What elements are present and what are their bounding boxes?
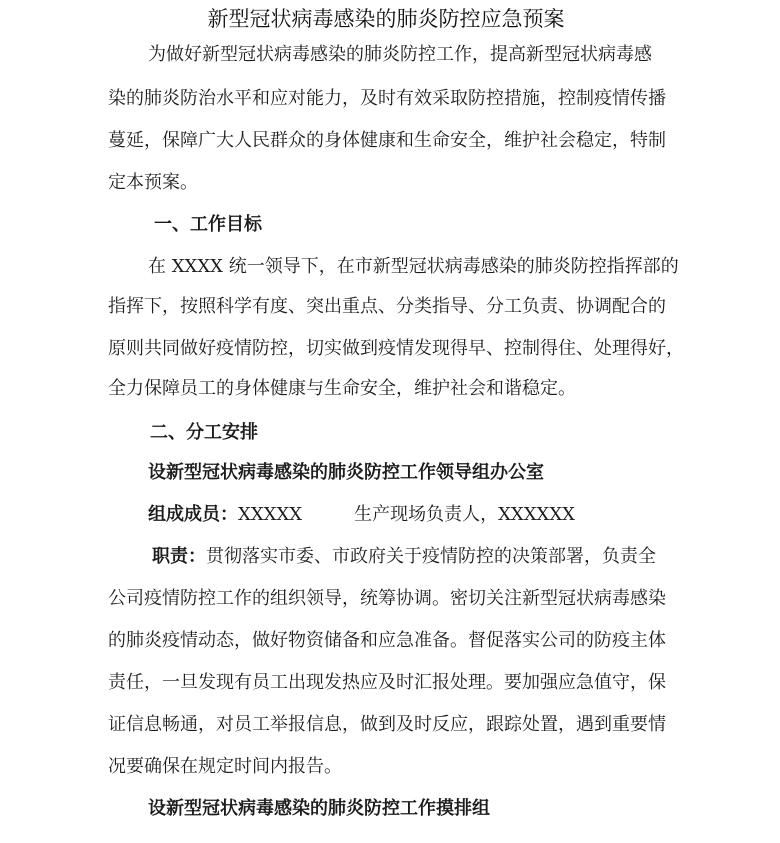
intro-line-4: 定本预案。: [108, 172, 198, 193]
members-line: [148, 502, 575, 528]
section2-heading: 二、分工安排: [150, 422, 258, 443]
office-heading: 设新型冠状病毒感染的肺炎防控工作领导组办公室: [148, 462, 544, 483]
duty-line-5: 证信息畅通，对员工举报信息，做到及时反应，跟踪处置，遇到重要情: [108, 714, 666, 735]
members-value-2: 生产现场负责人，XXXXXX: [354, 504, 575, 525]
section1-line-4: 全力保障员工的身体健康与生命安全，维护社会和谐稳定。: [108, 378, 576, 399]
duty-line-2: 公司疫情防控工作的组织领导，统筹协调。密切关注新型冠状病毒感染: [108, 588, 666, 609]
intro-line-1: 为做好新型冠状病毒感染的肺炎防控工作，提高新型冠状病毒感: [148, 44, 652, 65]
duty-line-3: 的肺炎疫情动态，做好物资储备和应急准备。督促落实公司的防疫主体: [108, 630, 666, 651]
duty-line-1: [152, 544, 656, 570]
intro-line-3: 蔓延，保障广大人民群众的身体健康和生命安全，维护社会稳定，特制: [108, 130, 666, 151]
document-title: 新型冠状病毒感染的肺炎防控应急预案: [207, 7, 565, 31]
section1-line-3: 原则共同做好疫情防控，切实做到疫情发现得早、控制得住、处理得好，: [108, 338, 684, 359]
section1-line-1: 在 XXXX 统一领导下，在市新型冠状病毒感染的肺炎防控指挥部的: [148, 256, 679, 277]
section1-line-2: 指挥下，按照科学有度、突出重点、分类指导、分工负责、协调配合的: [108, 296, 666, 317]
members-label: 组成成员：: [148, 504, 238, 525]
duty-line-6: 况要确保在规定时间内报告。: [108, 756, 342, 777]
duty-label: 职责：: [152, 546, 206, 567]
duty-first-text: 贯彻落实市委、市政府关于疫情防控的决策部署，负责全: [206, 546, 656, 567]
section1-heading: 一、工作目标: [154, 214, 262, 235]
duty-line-4: 责任，一旦发现有员工出现发热应及时汇报处理。要加强应急值守，保: [108, 672, 666, 693]
intro-line-2: 染的肺炎防治水平和应对能力，及时有效采取防控措施，控制疫情传播: [108, 88, 666, 109]
members-value-1: XXXXX: [238, 504, 303, 525]
screening-heading: 设新型冠状病毒感染的肺炎防控工作摸排组: [148, 798, 490, 819]
